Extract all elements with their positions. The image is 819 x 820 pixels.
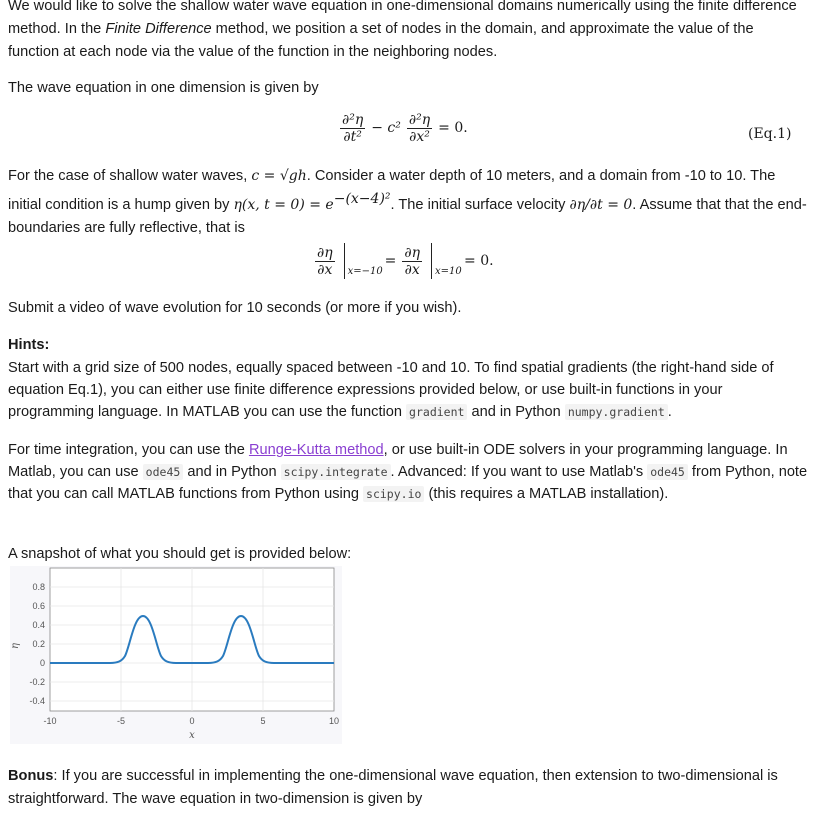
svg-text:0.6: 0.6 xyxy=(32,601,45,611)
math-ic: η(x, t = 0) = e xyxy=(233,196,334,213)
text: (this requires a MATLAB installation). xyxy=(424,486,669,502)
evaluation-bar xyxy=(344,243,383,279)
denominator: ∂t² xyxy=(343,129,362,145)
svg-text:0.8: 0.8 xyxy=(32,582,45,592)
numerator: ∂²η xyxy=(408,112,431,128)
bonus-label: Bonus xyxy=(8,768,54,784)
svg-text:-10: -10 xyxy=(43,716,57,726)
numerator: ∂η xyxy=(404,244,421,261)
subscript: x=−10 xyxy=(347,266,383,277)
svg-text:-5: -5 xyxy=(116,716,126,726)
submit-instruction: Submit a video of wave evolution for 10 seconds (or more if you wish). xyxy=(8,300,462,316)
fraction xyxy=(315,245,335,278)
numerator: ∂η xyxy=(317,244,333,261)
svg-text:10: 10 xyxy=(328,716,340,726)
denominator: ∂x² xyxy=(409,129,430,145)
math-velocity: ∂η/∂t = 0 xyxy=(569,196,633,213)
wave-intro: The wave equation in one dimension is given by xyxy=(8,80,319,96)
svg-text:-0.4: -0.4 xyxy=(29,696,45,706)
intro-italic: Finite Difference xyxy=(105,21,212,37)
numerator: ∂²η xyxy=(342,112,364,128)
svg-text:0.2: 0.2 xyxy=(32,639,45,649)
y-axis-label: η xyxy=(10,643,21,649)
equals: = 0. xyxy=(464,252,494,269)
snapshot-intro: A snapshot of what you should get is provided below: xyxy=(8,546,352,562)
code-scipy-io: scipy.io xyxy=(363,486,424,502)
text: Start with a grid size of 500 nodes, equally spaced between -10 and 10. To find spatial gradients (the right-hand side of equation Eq.1), you can either use finite difference expressions provided below, or use built-in functions in your programming language. In MATLAB you can use the function xyxy=(8,360,774,420)
fraction xyxy=(340,112,365,145)
svg-text:0: 0 xyxy=(39,658,45,668)
text: and in Python xyxy=(467,404,565,420)
hints-text xyxy=(8,357,808,423)
denominator: ∂x xyxy=(404,261,420,278)
conditions-paragraph xyxy=(8,165,808,240)
text: . Advanced: If you want to use Matlab's xyxy=(390,464,648,480)
fraction xyxy=(407,112,432,145)
text: from Python, note that you can call MATLAB functions from Python using xyxy=(8,464,808,502)
code-gradient: gradient xyxy=(406,404,467,420)
text: For time integration, you can use the xyxy=(8,442,249,458)
math-exponent: −(x−4)² xyxy=(333,191,391,207)
intro-text-1: We would like to solve the shallow water wave equation in one-dimensional domains numerically using the finite difference method. In the xyxy=(8,0,797,37)
code-ode45: ode45 xyxy=(647,464,688,480)
wave-snapshot-chart xyxy=(10,566,342,744)
svg-text:-0.2: -0.2 xyxy=(29,677,45,687)
svg-text:0: 0 xyxy=(189,716,195,726)
x-axis-label: x xyxy=(189,730,195,741)
text: , or use built-in ODE solvers in your programming language. In Matlab, you can use xyxy=(8,442,788,480)
text: . The initial surface velocity xyxy=(390,196,570,213)
y-tick-labels xyxy=(29,582,45,706)
hints-title: Hints: xyxy=(8,337,50,353)
equation-label: (Eq.1) xyxy=(748,126,792,142)
evaluation-bar xyxy=(431,243,462,279)
svg-text:0.4: 0.4 xyxy=(32,620,45,630)
text: For the case of shallow water waves, xyxy=(8,168,252,184)
runge-kutta-link[interactable]: Runge-Kutta method xyxy=(248,442,384,458)
code-scipy-integrate: scipy.integrate xyxy=(281,464,391,480)
equation-boundary xyxy=(313,243,494,279)
code-numpy-gradient: numpy.gradient xyxy=(565,404,668,420)
equation-1 xyxy=(338,112,468,145)
intro-paragraph xyxy=(8,0,808,64)
bonus-paragraph xyxy=(8,765,808,811)
text: and in Python xyxy=(183,464,281,480)
text: . xyxy=(667,404,672,420)
subscript: x=10 xyxy=(435,266,462,277)
hints-section xyxy=(8,334,808,423)
text: . Consider a water depth of 10 meters, and a domain from -10 to 10. The initial condition is a hump given by xyxy=(8,168,776,213)
bonus-text: : If you are successful in implementing the one-dimensional wave equation, then extension to two-dimensional is straightforward. The wave equation in two-dimension is given by xyxy=(8,768,778,807)
x-tick-labels xyxy=(43,716,339,726)
time-integration-paragraph xyxy=(8,439,808,505)
intro-text-2: method, we position a set of nodes in the domain, and approximate the value of the function at each node via the value of the function in the neighboring nodes. xyxy=(8,21,754,60)
chart-svg xyxy=(10,566,342,744)
svg-text:5: 5 xyxy=(260,716,266,726)
equals: = xyxy=(384,252,397,269)
math-c: c = √gh xyxy=(251,168,307,184)
code-ode45: ode45 xyxy=(143,464,184,480)
operator: − c² xyxy=(371,120,401,136)
denominator: ∂x xyxy=(317,261,333,278)
fraction xyxy=(402,245,422,278)
text: . Assume that that the end-boundaries are fully reflective, that is xyxy=(8,196,807,236)
equals: = 0. xyxy=(438,120,468,136)
